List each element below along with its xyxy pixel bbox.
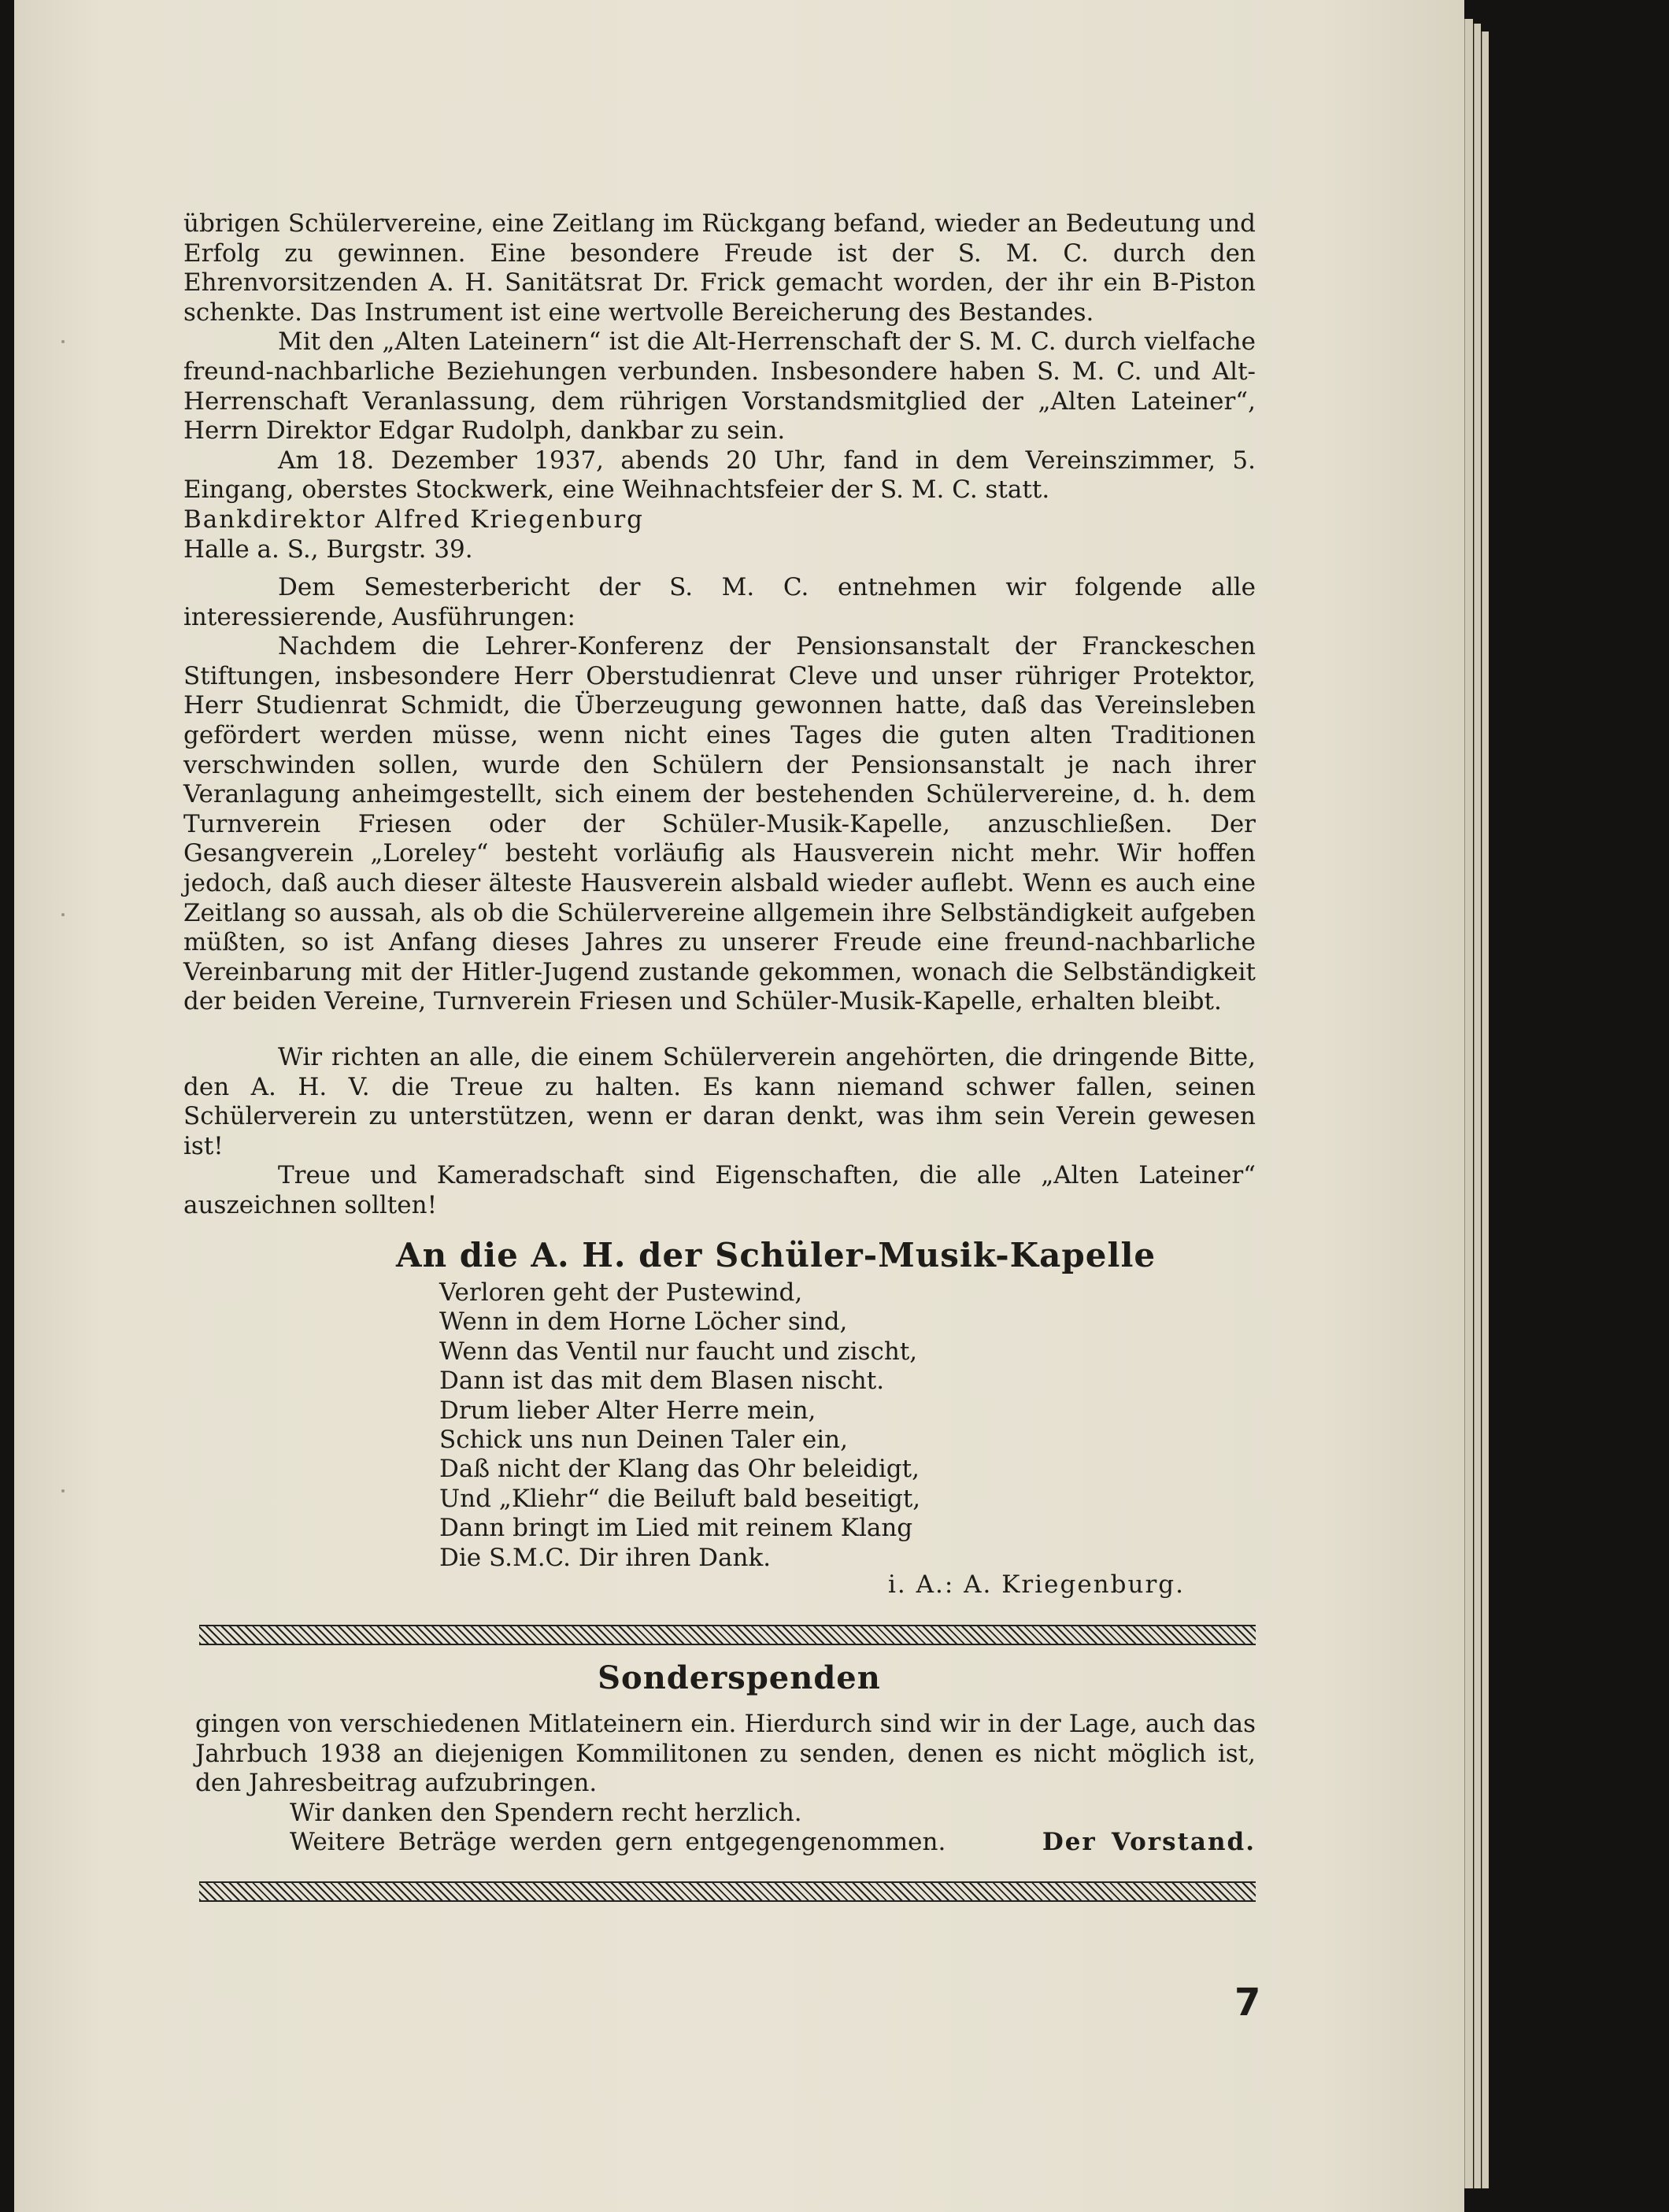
paragraph: Am 18. Dezember 1937, abends 20 Uhr, fand in dem Vereinszimmer, 5. Eingang, oberstes Stockwerk, eine Weihnachtsfeier der S. M. C. statt.	[183, 446, 1256, 505]
paragraph: Nachdem die Lehrer-Konferenz der Pensionsanstalt der Franckeschen Stiftungen, insbesondere Herr Oberstudienrat Cleve und unser rühriger Protektor, Herr Studienrat Schmidt, die Überzeugung gewonnen hatte, daß das Vereinsleben gefördert werden müsse, wenn nicht eines Tages die guten alten Traditionen verschwinden sollen, wurde den Schülern der Pensionsanstalt je nach ihrer Veranlagung anheimgestellt, sich einem der bestehenden Schülervereine, d. h. dem Turnverein Friesen oder der Schüler-Musik-Kapelle, anzuschließen. Der Gesangverein „Loreley“ besteht vorläufig als Hausverein nicht mehr. Wir hoffen jedoch, daß auch dieser älteste Hausverein alsbald wieder auflebt. Wenn es auch eine Zeitlang so aussah, als ob die Schülervereine allgemein ihre Selbständigkeit aufgeben müßten, so ist Anfang dieses Jahres zu unserer Freude eine freund-nachbarliche Vereinbarung mit der Hitler-Jugend zustande gekommen, wonach die Selbständigkeit der beiden Vereine, Turnverein Friesen und Schüler-Musik-Kapelle, erhalten bleibt.	[183, 632, 1256, 1016]
paragraph: gingen von verschiedenen Mitlateinern ein. Hierdurch sind wir in der Lage, auch das Jahrbuch 1938 an diejenigen Kommilitonen zu senden, denen es nicht möglich ist, den Jahresbeitrag aufzubringen.	[195, 1710, 1256, 1798]
poem-signature: i. A.: A. Kriegenburg.	[888, 1570, 1185, 1599]
paragraph: übrigen Schülervereine, eine Zeitlang im Rückgang befand, wieder an Bedeutung und Erfolg zu gewinnen. Eine besondere Freude ist der S. M. C. durch den Ehrenvorsitzenden A. H. Sanitätsrat Dr. Frick gemacht worden, der ihr ein B-Piston schenkte. Das Instrument ist eine wertvolle Bereicherung des Bestandes.	[183, 209, 1256, 327]
signature-name: Bankdirektor Alfred Kriegenburg	[183, 505, 645, 534]
poem-line: Dann ist das mit dem Blasen nischt.	[439, 1367, 885, 1396]
hatched-divider	[199, 1881, 1256, 1902]
poem-line: Die S.M.C. Dir ihren Dank.	[439, 1543, 772, 1572]
donations-section	[195, 1710, 1256, 1858]
signature-vorstand: Der Vorstand.	[1042, 1828, 1256, 1857]
paragraph: Treue und Kameradschaft sind Eigenschaften, die alle „Alten Lateiner“ auszeichnen sollten!	[183, 1161, 1256, 1219]
paragraph: Mit den „Alten Lateinern“ ist die Alt-Herrenschaft der S. M. C. durch vielfache freund-nachbarliche Beziehungen verbunden. Insbesondere haben S. M. C. und Alt-Herrenschaft Veranlassung, dem rührigen Vorstandsmitglied der „Alten Lateiner“, Herrn Direktor Edgar Rudolph, dankbar zu sein.	[183, 327, 1256, 446]
binding-hole	[61, 1489, 65, 1493]
closing-text: Weitere Beträge werden gern entgegengenommen.	[290, 1828, 946, 1857]
poem	[439, 1278, 920, 1573]
poem-line: Und „Kliehr“ die Beiluft bald beseitigt,	[439, 1484, 921, 1513]
document-page	[14, 0, 1464, 2212]
report-section	[183, 209, 1256, 564]
semester-report-section	[183, 573, 1256, 1017]
hatched-divider	[199, 1625, 1256, 1645]
page-edge	[1464, 19, 1473, 2188]
binding-hole	[61, 913, 65, 916]
page-edge	[1482, 31, 1489, 2188]
paragraph: Dem Semesterbericht der S. M. C. entnehmen wir folgende alle interessierende, Ausführungen:	[183, 573, 1256, 631]
poem-line: Schick uns nun Deinen Taler ein,	[439, 1426, 848, 1455]
paragraph: Wir richten an alle, die einem Schülerverein angehörten, die dringende Bitte, den A. H. V. die Treue zu halten. Es kann niemand schwer fallen, seinen Schülerverein zu unterstützen, wenn er daran denkt, was ihm sein Verein gewesen ist!	[183, 1043, 1256, 1160]
poem-line: Drum lieber Alter Herre mein,	[439, 1396, 816, 1425]
sonder-title: Sonderspenden	[598, 1659, 881, 1696]
page-edge	[1474, 24, 1481, 2188]
poem-line: Daß nicht der Klang das Ohr beleidigt,	[439, 1455, 920, 1484]
poem-line: Dann bringt im Lied mit reinem Klang	[439, 1514, 913, 1543]
poem-title: An die A. H. der Schüler-Musik-Kapelle	[396, 1236, 1156, 1274]
poem-line: Wenn in dem Horne Löcher sind,	[439, 1308, 848, 1337]
poem-line: Verloren geht der Pustewind,	[439, 1278, 803, 1307]
poem-line: Wenn das Ventil nur faucht und zischt,	[439, 1337, 918, 1366]
paragraph: Wir danken den Spendern recht herzlich.	[290, 1798, 802, 1827]
signature-address: Halle a. S., Burgstr. 39.	[183, 535, 473, 564]
page-number: 7	[1234, 1981, 1261, 2025]
binding-hole	[61, 340, 65, 343]
closing-line	[195, 1828, 1256, 1858]
appeal-section	[183, 1043, 1256, 1221]
